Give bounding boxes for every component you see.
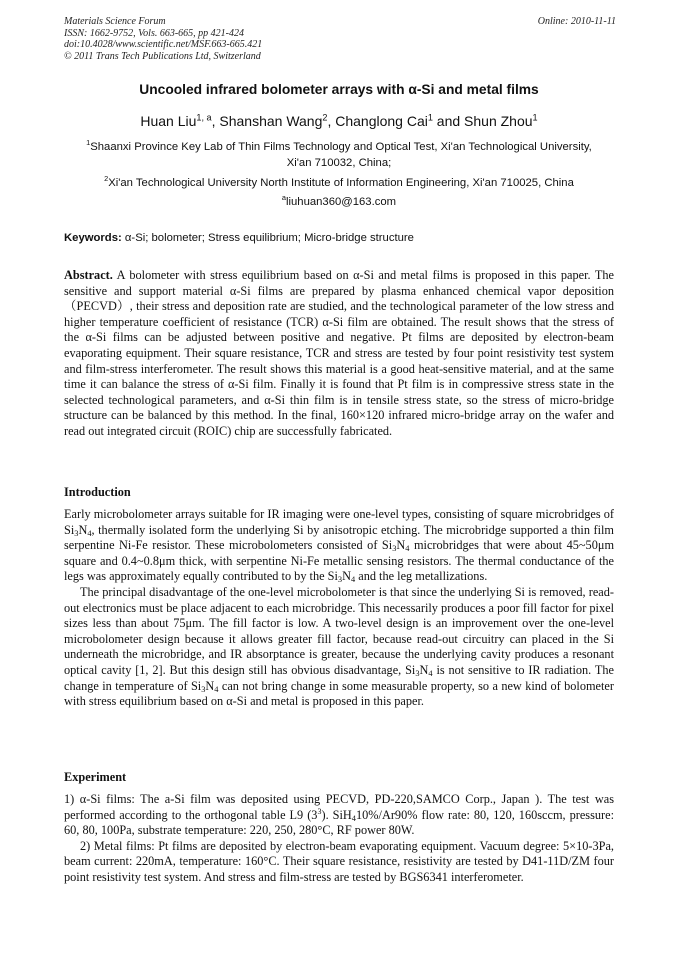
- author-mark: 1: [427, 112, 433, 123]
- author-name: Shun Zhou: [464, 113, 533, 129]
- affiliation-text: Xi'an Technological University North Institute of Information Engineering, Xi'an 710025, China: [108, 177, 574, 189]
- paper-title: Uncooled infrared bolometer arrays with α-Si and metal films: [139, 82, 539, 97]
- abstract-text: A bolometer with stress equilibrium based on α-Si and metal films is proposed in this paper. The sensitive and support material α-Si films are prepared by plasma enhanced chemical vapor deposition（PECVD）, their stress and deposition rate are studied, and the technological parameter of the low stress and higher temperature coefficient of resistance (TCR) α-Si film are obtained. The result shows that the stress of the α-Si films can be adjusted between positive and negative. Pt films are deposited by electron-beam evaporating equipment. Their square resistance, TCR and stress are tested by four point resistivity test system and film-stress interferometer. The result shows this material is a good heat-sensitive material, and at the same time it can balance the stress of α-Si film. Finally it is found that Pt film is in compressive stress state in the selected technological parameters, and α-Si thin film is in tensile stress state, so the stress of micro-bridge structure can be balanced by this method. In the final, 160×120 infrared micro-bridge array on the wafer and read out integrated circuit (ROIC) chip are successfully fabricated.: [64, 268, 614, 438]
- introduction-section: [64, 507, 614, 710]
- author-list: [0, 113, 678, 129]
- paragraph: 2) Metal films: Pt films are deposited by electron-beam evaporating equipment. Vacuum degree: 5×10-3Pa, beam current: 220mA, temperature: 160°C. Their square resistance, resistivity are tested by D41-11D/ZM four point resistivity test system. And stress and film-stress are tested by BGS6341 interferometer.: [64, 838, 614, 884]
- keywords-text: α-Si; bolometer; Stress equilibrium; Micro-bridge structure: [121, 232, 414, 244]
- section-heading-experiment: Experiment: [64, 770, 127, 784]
- email-mark: a: [281, 193, 286, 203]
- paragraph: 1) α-Si films: The a-Si film was deposited using PECVD, PD-220,SAMCO Corp., Japan ). The test was performed according to the orthogonal table L9 $(3^3)$. SiH$_4$10%/Ar90% flow rate: 80, 120, 160sccm, pressure: 60, 80, 100Pa, substrate temperature: 220, 250, 280°C, RF power 80W.: [64, 792, 614, 838]
- experiment-section: [64, 792, 614, 886]
- author-mark: 1, a: [196, 112, 212, 123]
- affiliation-1: [74, 140, 604, 171]
- doi: doi:10.4028/www.scientific.net/MSF.663-665.421: [64, 39, 263, 50]
- author-mark: 2: [322, 112, 328, 123]
- abstract-label: Abstract.: [64, 268, 113, 282]
- paragraph: The principal disadvantage of the one-level microbolometer is that since the underlying Si is removed, read-out electronics must be place adjacent to each microbridge. This necessarily produces a poor fill factor for pixel sizes less than about 75μm. The fill factor is low. A two-level design is an improvement over the one-level microbolometer design because it allows greater fill factor, because read-out circuitry can placed in the Si underneath the microbridge, and IR absorptance is greater, because the underlying cavity produces a resonant optical cavity [1, 2]. But this design still has obvious disadvantage, $Si_3N_4$ is not sensitive to IR radiation. The change in temperature of $Si_3N_4$ can not bring change in some measurable property, so a new kind of bolometer with stress equilibrium based on α-Si and metal is proposed in this paper.: [64, 584, 614, 709]
- affiliation-2: [60, 176, 618, 192]
- section-heading-introduction: Introduction: [64, 485, 131, 499]
- online-date: Online: 2010-11-11: [537, 16, 616, 27]
- abstract: [64, 268, 614, 440]
- affiliation-mark: 2: [104, 174, 109, 184]
- copyright: © 2011 Trans Tech Publications Ltd, Switzerland: [64, 50, 261, 62]
- affiliation-text: Shaanxi Province Key Lab of Thin Films Technology and Optical Test, Xi'an Technological University, Xi'an 710032, China;: [90, 141, 592, 169]
- author-separator: ,: [211, 113, 220, 129]
- author-name: Huan Liu: [140, 113, 197, 129]
- email-address: liuhuan360@163.com: [285, 196, 397, 208]
- keywords: [64, 232, 614, 244]
- author-separator: and: [432, 113, 465, 129]
- author-separator: ,: [327, 113, 336, 129]
- issn: ISSN: 1662-9752, Vols. 663-665, pp 421-424: [64, 27, 244, 39]
- journal-header: [64, 16, 262, 62]
- paragraph: Early microbolometer arrays suitable for IR imaging were one-level types, consisting of square microbridges of $Si_3N_4$, thermally isolated form the underlying Si by anisotropic etching. The microbridge supported a thin film serpentine Ni-Fe resistor. These microbolometers consisted of $Si_3N_4$ microbridges that were about 45~50μm square and 0.4~0.8μm thick, with serpentine Ni-Fe metallic sensing resistors. The thermal conductance of the legs was approximately equally contributed to by the $Si_3N_4$ and the leg metallizations.: [64, 507, 615, 585]
- author-email: [74, 195, 604, 211]
- journal-name: Materials Science Forum: [64, 16, 166, 27]
- author-mark: 1: [532, 112, 538, 123]
- author-name: Changlong Cai: [335, 113, 428, 129]
- author-name: Shanshan Wang: [219, 113, 323, 129]
- keywords-label: Keywords:: [64, 232, 122, 244]
- affiliation-mark: 1: [86, 138, 91, 148]
